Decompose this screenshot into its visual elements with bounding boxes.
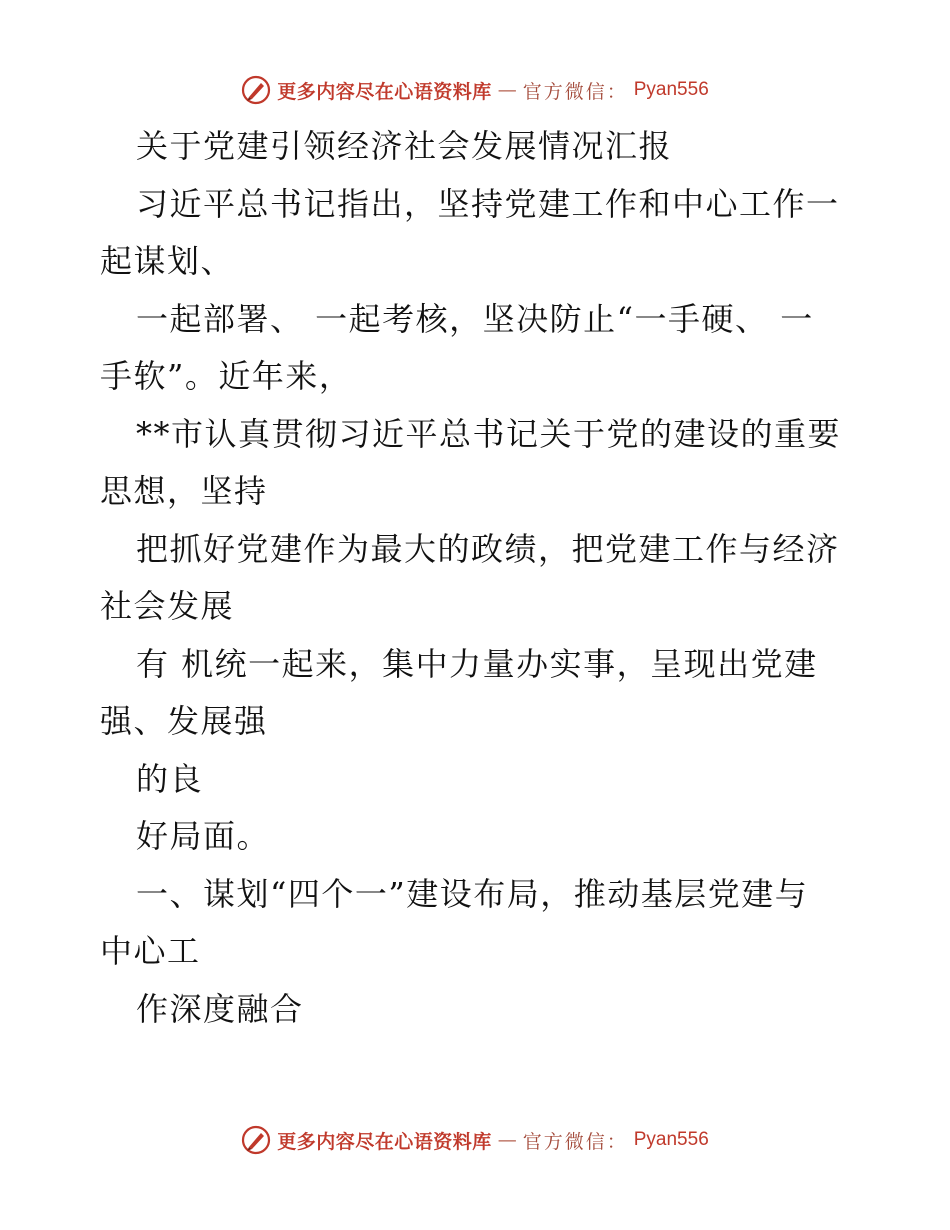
paragraph-line: 好局面。 [136, 817, 271, 855]
pen-logo-icon [241, 1125, 271, 1155]
paragraph-line: 一起部署、 一起考核，坚决防止“一手硬、 一 [136, 299, 814, 338]
paragraph-line: 有 机统一起来，集中力量办实事，呈现出党建 [136, 644, 818, 683]
watermark-brand-text: 更多内容尽在心语资料库 [277, 80, 492, 103]
watermark-footer [0, 1120, 950, 1160]
paragraph-line: 把抓好党建作为最大的政绩，把党建工作与经济 [136, 529, 840, 568]
watermark-wechat-id: Pyan556 [633, 1129, 709, 1150]
watermark-dash: — [497, 1129, 517, 1151]
section-heading-line: 中心工 [100, 932, 201, 970]
watermark-wechat-label: 官方微信： [522, 80, 628, 103]
pen-logo-icon [241, 75, 271, 105]
watermark-header [0, 70, 950, 110]
section-heading: 一、谋划“四个一”建设布局，推动基层党建与 [136, 874, 809, 913]
paragraph-line: 的良 [136, 759, 204, 798]
paragraph-line: **市认真贯彻习近平总书记关于党的建设的重要 [136, 414, 842, 453]
document-title: 关于党建引领经济社会发展情况汇报 [136, 127, 673, 165]
section-heading-line: 作深度融合 [136, 989, 304, 1028]
document-body [100, 118, 860, 1038]
paragraph-line: 习近平总书记指出，坚持党建工作和中心工作一 [136, 184, 840, 223]
paragraph-line: 思想，坚持 [100, 472, 268, 510]
watermark-wechat-label: 官方微信： [522, 1130, 628, 1153]
paragraph-line: 起谋划、 [100, 242, 235, 280]
watermark-brand-text: 更多内容尽在心语资料库 [277, 1130, 492, 1153]
paragraph-line: 强、发展强 [100, 702, 268, 740]
watermark-dash: — [497, 79, 517, 101]
paragraph-line: 手软”。近年来， [100, 357, 353, 395]
watermark-wechat-id: Pyan556 [633, 79, 709, 100]
paragraph-line: 社会发展 [100, 587, 235, 625]
